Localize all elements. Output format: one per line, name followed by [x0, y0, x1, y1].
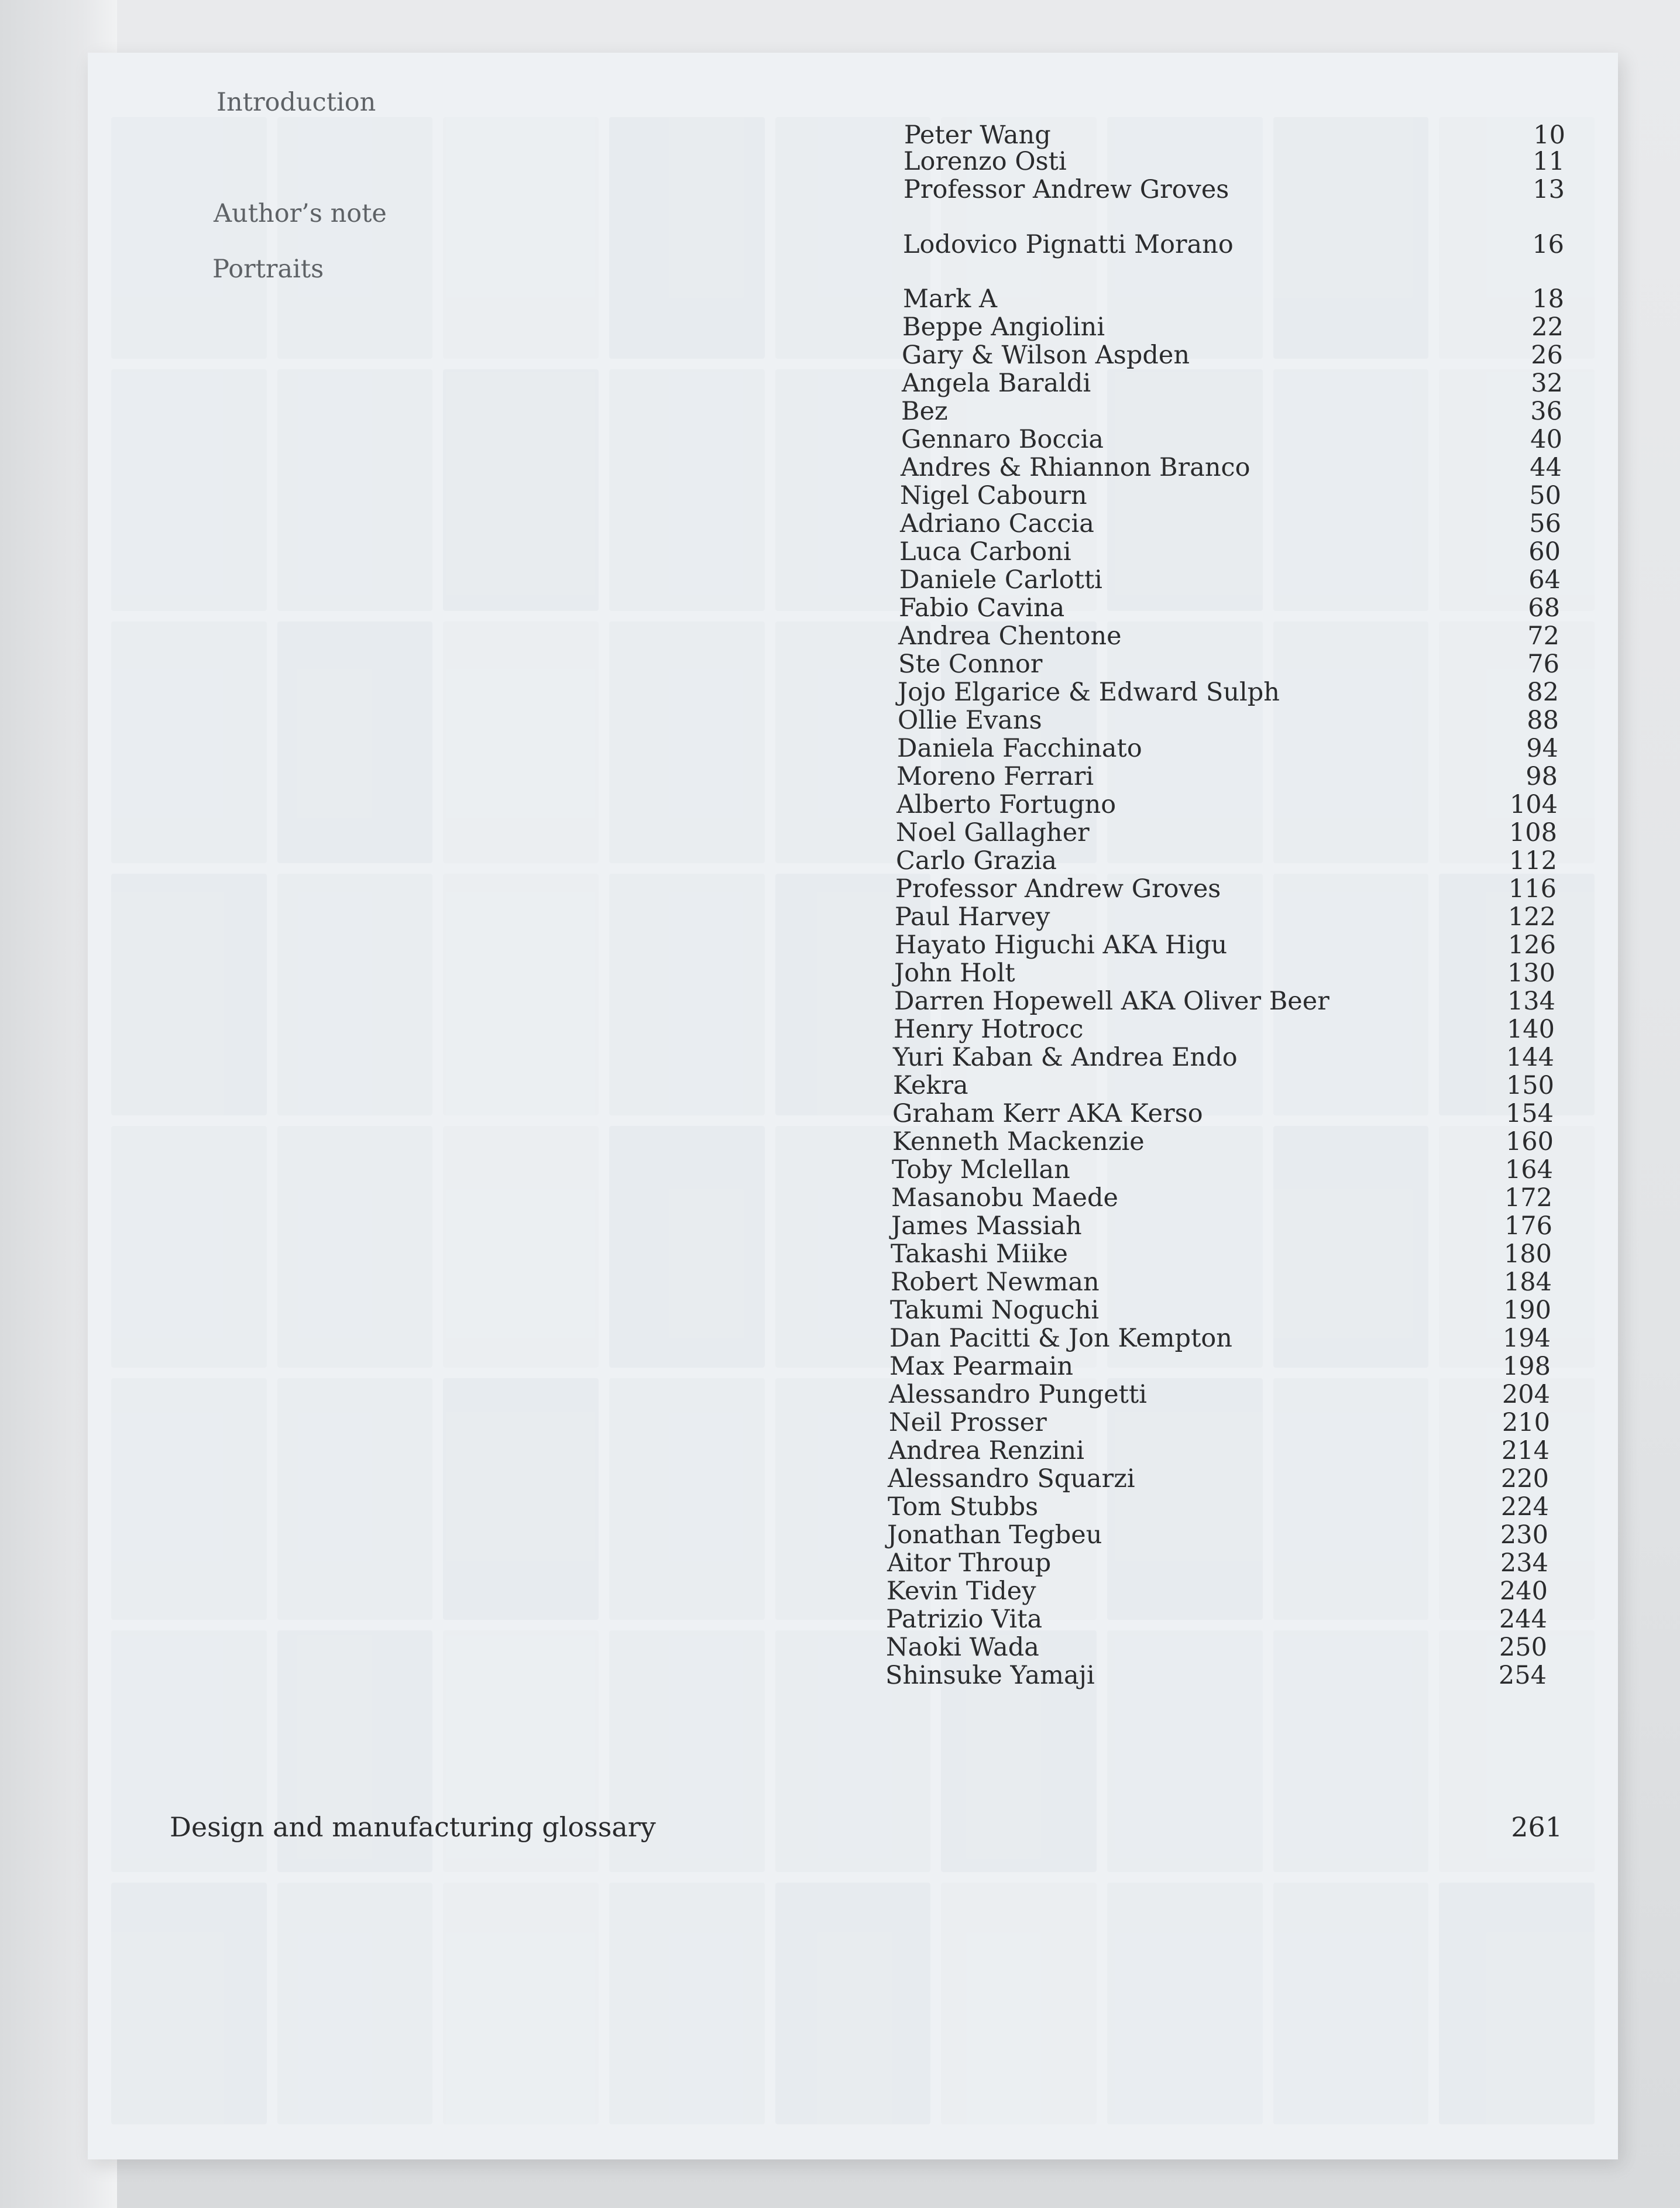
entry-name: Professor Andrew Groves	[903, 175, 1229, 204]
entry-name: Alessandro Squarzi	[888, 1464, 1135, 1493]
entry-page-number: 214	[1501, 1436, 1550, 1465]
entry-page-number: 94	[1526, 734, 1558, 763]
entry-page-number: 88	[1527, 706, 1559, 735]
entry-page-number: 250	[1499, 1633, 1547, 1662]
contents-entry	[886, 1607, 1547, 1632]
entry-page-number: 240	[1499, 1577, 1548, 1606]
entry-page-number: 224	[1500, 1492, 1549, 1522]
contents-entry	[896, 846, 1557, 875]
entry-name: Neil Prosser	[889, 1408, 1047, 1437]
entry-page-number: 64	[1528, 565, 1561, 595]
entry-name: Mark A	[903, 284, 997, 314]
entry-page-number: 244	[1499, 1605, 1547, 1634]
contents-entry	[894, 989, 1555, 1014]
entry-page-number: 154	[1505, 1099, 1554, 1128]
contents-entry	[900, 483, 1561, 509]
entry-name: Andrea Renzini	[888, 1436, 1084, 1465]
contents-entry	[889, 1354, 1551, 1379]
section-portraits: Portraits	[212, 255, 324, 284]
contents-list	[88, 53, 1618, 2159]
entry-name: Luca Carboni	[899, 537, 1071, 566]
contents-entry	[902, 371, 1563, 396]
entry-page-number: 126	[1507, 930, 1556, 960]
entry-page-number: 98	[1526, 762, 1558, 791]
contents-entry	[889, 1326, 1551, 1351]
entry-name: Dan Pacitti & Jon Kempton	[889, 1324, 1232, 1353]
entry-name: Patrizio Vita	[886, 1605, 1043, 1634]
entry-name: Henry Hotrocc	[894, 1015, 1084, 1044]
entry-page-number: 44	[1530, 453, 1562, 482]
entry-name: Adriano Caccia	[900, 509, 1094, 538]
entry-page-number: 140	[1506, 1015, 1555, 1044]
entry-name: Moreno Ferrari	[896, 762, 1094, 791]
entry-name: Andres & Rhiannon Branco	[901, 453, 1250, 482]
contents-entry	[891, 1239, 1552, 1269]
entry-name: Toby Mclellan	[892, 1155, 1070, 1184]
contents-entry	[901, 399, 1562, 424]
entry-page-number: 40	[1530, 425, 1562, 454]
entry-page-number: 184	[1503, 1268, 1552, 1297]
entry-page-number: 76	[1527, 650, 1559, 679]
entry-page-number: 82	[1527, 678, 1559, 707]
entry-page-number: 56	[1529, 509, 1561, 538]
contents-entry	[891, 1183, 1552, 1213]
entry-name: Daniele Carlotti	[899, 565, 1102, 595]
entry-name: James Massiah	[891, 1211, 1082, 1241]
entry-page-number: 112	[1509, 846, 1557, 875]
entry-page-number: 134	[1507, 987, 1555, 1016]
entry-name: Daniela Facchinato	[897, 734, 1142, 763]
entry-name: Aitor Throup	[887, 1548, 1052, 1578]
glossary-label: Design and manufacturing glossary	[170, 1811, 656, 1843]
entry-name: Lorenzo Osti	[903, 147, 1067, 176]
entry-page-number: 36	[1530, 397, 1562, 426]
entry-page-number: 108	[1509, 818, 1557, 847]
contents-entry	[902, 343, 1563, 368]
entry-page-number: 72	[1527, 621, 1559, 651]
contents-entry	[904, 123, 1565, 148]
entry-name: Robert Newman	[891, 1268, 1100, 1297]
entry-name: Graham Kerr AKA Kerso	[892, 1099, 1203, 1128]
entry-page-number: 180	[1503, 1239, 1552, 1269]
entry-page-number: 32	[1531, 369, 1563, 398]
contents-entry	[903, 177, 1565, 202]
entry-name: Darren Hopewell AKA Oliver Beer	[894, 987, 1329, 1016]
contents-entry	[898, 680, 1559, 705]
entry-page-number: 160	[1505, 1127, 1554, 1156]
contents-entry	[891, 1211, 1552, 1241]
contents-page	[88, 53, 1618, 2159]
entry-name: Lodovico Pignatti Morano	[903, 230, 1234, 259]
entry-name: Shinsuke Yamaji	[885, 1661, 1095, 1690]
contents-entry	[891, 1270, 1552, 1295]
entry-page-number: 68	[1528, 593, 1560, 623]
entry-name: Max Pearmain	[889, 1352, 1074, 1381]
entry-page-number: 116	[1508, 874, 1557, 904]
contents-entry	[896, 792, 1558, 818]
entry-name: Noel Gallagher	[896, 818, 1090, 847]
entry-name: Yuri Kaban & Andrea Endo	[893, 1043, 1238, 1072]
entry-name: Alessandro Pungetti	[889, 1380, 1147, 1409]
entry-name: Bez	[901, 397, 948, 426]
entry-name: John Holt	[894, 959, 1015, 988]
contents-entry	[897, 736, 1558, 761]
entry-page-number: 144	[1506, 1043, 1554, 1072]
contents-entry	[895, 874, 1557, 904]
entry-name: Hayato Higuchi AKA Higu	[895, 930, 1228, 960]
contents-entry	[887, 1579, 1548, 1604]
entry-name: Takumi Noguchi	[890, 1296, 1100, 1325]
contents-entry	[898, 621, 1559, 651]
entry-page-number: 10	[1533, 121, 1565, 150]
contents-entry	[896, 764, 1558, 789]
contents-entry	[889, 1410, 1550, 1436]
entry-page-number: 130	[1507, 959, 1555, 988]
entry-page-number: 220	[1500, 1464, 1549, 1493]
contents-entry	[902, 315, 1564, 340]
entry-page-number: 176	[1504, 1211, 1552, 1241]
entry-name: Naoki Wada	[886, 1633, 1039, 1662]
contents-entry	[893, 1045, 1554, 1070]
entry-page-number: 210	[1502, 1408, 1550, 1437]
entry-name: Kenneth Mackenzie	[892, 1127, 1145, 1156]
entry-page-number: 254	[1498, 1661, 1547, 1690]
contents-entry	[901, 427, 1562, 452]
entry-name: Kekra	[893, 1071, 968, 1100]
contents-entry	[903, 149, 1565, 174]
contents-entry	[889, 1382, 1550, 1407]
entry-name: Fabio Cavina	[899, 593, 1065, 623]
section-introduction: Introduction	[217, 88, 376, 117]
entry-page-number: 11	[1533, 147, 1565, 176]
entry-name: Angela Baraldi	[902, 369, 1091, 398]
contents-entry	[901, 455, 1562, 480]
entry-page-number: 16	[1532, 230, 1564, 259]
glossary-page-number: 261	[1511, 1811, 1562, 1843]
entry-page-number: 60	[1528, 537, 1561, 566]
contents-entry	[898, 652, 1559, 677]
entry-name: Masanobu Maede	[891, 1183, 1118, 1213]
entry-page-number: 164	[1504, 1155, 1553, 1184]
contents-entry	[893, 1073, 1554, 1098]
contents-entry	[887, 1548, 1548, 1578]
entry-page-number: 172	[1504, 1183, 1552, 1213]
contents-entry	[900, 511, 1561, 537]
entry-name: Paul Harvey	[895, 902, 1050, 932]
entry-page-number: 50	[1529, 481, 1561, 510]
entry-name: Tom Stubbs	[888, 1492, 1039, 1522]
contents-entry	[890, 1298, 1551, 1323]
glossary-entry	[170, 1811, 1562, 1843]
entry-name: Professor Andrew Groves	[895, 874, 1221, 904]
entry-name: Takashi Miike	[891, 1239, 1068, 1269]
entry-name: Beppe Angiolini	[902, 313, 1105, 342]
entry-page-number: 198	[1502, 1352, 1551, 1381]
contents-entry	[888, 1464, 1549, 1493]
entry-name: Peter Wang	[904, 121, 1051, 150]
entry-page-number: 22	[1531, 313, 1564, 342]
contents-entry	[899, 565, 1561, 595]
contents-entry	[888, 1492, 1549, 1522]
contents-entry	[888, 1438, 1550, 1464]
entry-page-number: 26	[1531, 341, 1563, 370]
contents-entry	[892, 1155, 1553, 1184]
entry-page-number: 190	[1503, 1296, 1551, 1325]
section-authors-note: Author’s note	[214, 199, 387, 228]
entry-name: Jojo Elgarice & Edward Sulph	[898, 678, 1280, 707]
entry-name: Andrea Chentone	[898, 621, 1122, 651]
entry-name: Ste Connor	[898, 650, 1043, 679]
contents-entry	[903, 284, 1564, 314]
entry-page-number: 194	[1502, 1324, 1551, 1353]
contents-entry	[899, 593, 1560, 623]
contents-entry	[896, 820, 1557, 846]
entry-page-number: 104	[1509, 790, 1558, 819]
contents-entry	[887, 1520, 1548, 1550]
entry-page-number: 234	[1500, 1548, 1548, 1578]
entry-page-number: 230	[1500, 1520, 1548, 1550]
entry-name: Gary & Wilson Aspden	[902, 341, 1190, 370]
contents-entry	[885, 1663, 1547, 1688]
contents-entry	[894, 1017, 1555, 1042]
contents-entry	[886, 1635, 1547, 1660]
entry-name: Alberto Fortugno	[896, 790, 1116, 819]
entry-name: Jonathan Tegbeu	[887, 1520, 1102, 1550]
entry-page-number: 122	[1507, 902, 1556, 932]
entry-name: Gennaro Boccia	[901, 425, 1104, 454]
contents-entry	[903, 232, 1564, 257]
contents-entry	[892, 1129, 1554, 1155]
contents-entry	[894, 961, 1555, 986]
contents-entry	[899, 537, 1561, 566]
entry-name: Carlo Grazia	[896, 846, 1057, 875]
entry-name: Ollie Evans	[898, 706, 1042, 735]
contents-entry	[895, 930, 1556, 960]
entry-page-number: 204	[1502, 1380, 1550, 1409]
contents-entry	[898, 708, 1559, 733]
entry-page-number: 18	[1532, 284, 1564, 314]
contents-entry	[895, 902, 1556, 932]
entry-page-number: 150	[1506, 1071, 1554, 1100]
contents-entry	[892, 1101, 1554, 1127]
entry-name: Nigel Cabourn	[900, 481, 1087, 510]
entry-page-number: 13	[1533, 175, 1565, 204]
entry-name: Kevin Tidey	[887, 1577, 1036, 1606]
